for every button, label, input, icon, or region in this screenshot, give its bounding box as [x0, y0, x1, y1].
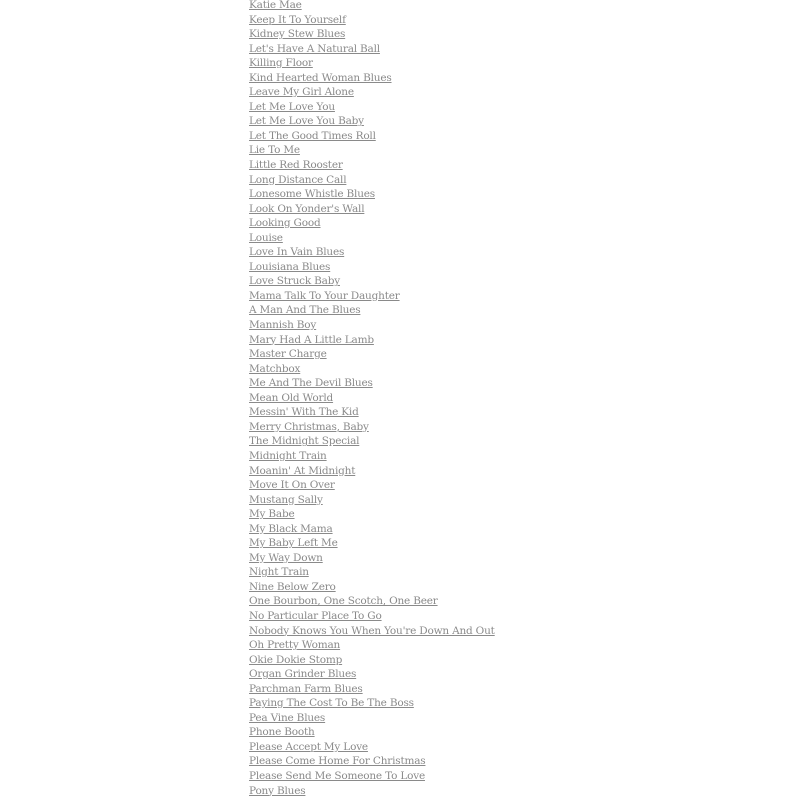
list-item	[249, 608, 495, 623]
list-item	[249, 695, 495, 710]
list-item	[249, 637, 495, 652]
list-item	[249, 477, 495, 492]
list-item	[249, 332, 495, 347]
song-link[interactable]: Lie To Me	[249, 144, 300, 157]
song-link[interactable]: Let Me Love You	[249, 100, 335, 113]
list-item	[249, 215, 495, 230]
song-link[interactable]: Katie Mae	[249, 0, 302, 11]
list-item	[249, 768, 495, 783]
song-link[interactable]: Matchbox	[249, 362, 301, 375]
list-item	[249, 84, 495, 99]
song-link[interactable]: Night Train	[249, 566, 309, 579]
list-item	[249, 433, 495, 448]
song-link[interactable]: Pony Blues	[249, 784, 306, 797]
song-link[interactable]: Louise	[249, 231, 283, 244]
song-link[interactable]: My Way Down	[249, 551, 323, 564]
list-item	[249, 710, 495, 725]
song-link[interactable]: My Black Mama	[249, 522, 333, 535]
song-link[interactable]: Mannish Boy	[249, 319, 317, 332]
song-link[interactable]: Kind Hearted Woman Blues	[249, 71, 392, 84]
song-link[interactable]: Love Struck Baby	[249, 275, 340, 288]
song-link[interactable]: Mean Old World	[249, 391, 334, 404]
list-item	[249, 506, 495, 521]
song-link[interactable]: Killing Floor	[249, 57, 313, 70]
list-item	[249, 230, 495, 245]
song-link[interactable]: Looking Good	[249, 217, 321, 230]
song-link[interactable]: Love In Vain Blues	[249, 246, 345, 259]
list-item	[249, 666, 495, 681]
song-link[interactable]: Okie Dokie Stomp	[249, 653, 343, 666]
list-item	[249, 113, 495, 128]
song-link[interactable]: No Particular Place To Go	[249, 609, 382, 622]
song-link[interactable]: Mary Had A Little Lamb	[249, 333, 374, 346]
list-item	[249, 419, 495, 434]
song-link[interactable]: Leave My Girl Alone	[249, 86, 354, 99]
song-link[interactable]: Please Come Home For Christmas	[249, 755, 426, 768]
song-link[interactable]: Paying The Cost To Be The Boss	[249, 697, 414, 710]
song-link[interactable]: Merry Christmas, Baby	[249, 420, 369, 433]
song-link[interactable]: Long Distance Call	[249, 173, 347, 186]
song-link[interactable]: Phone Booth	[249, 726, 315, 739]
list-item	[249, 128, 495, 143]
song-link[interactable]: Look On Yonder's Wall	[249, 202, 365, 215]
list-item	[249, 623, 495, 638]
list-item	[249, 186, 495, 201]
song-link[interactable]: Organ Grinder Blues	[249, 668, 357, 681]
song-link[interactable]: Let The Good Times Roll	[249, 129, 376, 142]
song-link[interactable]: Let Me Love You Baby	[249, 115, 364, 128]
list-item	[249, 681, 495, 696]
list-item	[249, 375, 495, 390]
list-item	[249, 492, 495, 507]
song-link[interactable]: My Baby Left Me	[249, 537, 338, 550]
list-item	[249, 463, 495, 478]
song-link[interactable]: Keep It To Yourself	[249, 13, 346, 26]
song-link[interactable]: Mama Talk To Your Daughter	[249, 289, 400, 302]
list-item	[249, 783, 495, 798]
list-item	[249, 244, 495, 259]
list-item	[249, 550, 495, 565]
song-link[interactable]: Kidney Stew Blues	[249, 28, 346, 41]
song-link[interactable]: Messin' With The Kid	[249, 406, 359, 419]
song-link[interactable]: Midnight Train	[249, 449, 327, 462]
song-link[interactable]: Me And The Devil Blues	[249, 377, 373, 390]
song-link[interactable]: A Man And The Blues	[249, 304, 361, 317]
list-item	[249, 142, 495, 157]
list-item	[249, 259, 495, 274]
list-item	[249, 753, 495, 768]
list-item	[249, 724, 495, 739]
song-link[interactable]: My Babe	[249, 508, 295, 521]
list-item	[249, 26, 495, 41]
list-item	[249, 99, 495, 114]
song-link[interactable]: Lonesome Whistle Blues	[249, 188, 375, 201]
list-item	[249, 390, 495, 405]
list-item	[249, 739, 495, 754]
list-item	[249, 0, 495, 12]
song-link[interactable]: Louisiana Blues	[249, 260, 331, 273]
song-link[interactable]: Little Red Rooster	[249, 159, 343, 172]
song-link[interactable]: Nobody Knows You When You're Down And Out	[249, 624, 495, 637]
list-item	[249, 157, 495, 172]
song-link[interactable]: Please Accept My Love	[249, 740, 368, 753]
list-item	[249, 317, 495, 332]
song-link[interactable]: Parchman Farm Blues	[249, 682, 363, 695]
list-item	[249, 652, 495, 667]
song-link[interactable]: Move It On Over	[249, 479, 335, 492]
list-item	[249, 593, 495, 608]
song-link[interactable]: Let's Have A Natural Ball	[249, 42, 380, 55]
list-item	[249, 579, 495, 594]
list-item	[249, 201, 495, 216]
song-link[interactable]: The Midnight Special	[249, 435, 360, 448]
song-link[interactable]: Master Charge	[249, 348, 327, 361]
list-item	[249, 273, 495, 288]
song-link[interactable]: Pea Vine Blues	[249, 711, 326, 724]
list-item	[249, 521, 495, 536]
song-link[interactable]: Oh Pretty Woman	[249, 639, 341, 652]
list-item	[249, 288, 495, 303]
list-item	[249, 302, 495, 317]
list-item	[249, 404, 495, 419]
list-item	[249, 448, 495, 463]
song-link[interactable]: Please Send Me Someone To Love	[249, 769, 425, 782]
list-item	[249, 361, 495, 376]
song-list	[249, 0, 495, 797]
song-link[interactable]: One Bourbon, One Scotch, One Beer	[249, 595, 438, 608]
song-link[interactable]: Nine Below Zero	[249, 580, 336, 593]
list-item	[249, 41, 495, 56]
list-item	[249, 70, 495, 85]
list-item	[249, 12, 495, 27]
list-item	[249, 55, 495, 70]
song-link[interactable]: Mustang Sally	[249, 493, 323, 506]
list-item	[249, 564, 495, 579]
song-link[interactable]: Moanin' At Midnight	[249, 464, 356, 477]
list-item	[249, 535, 495, 550]
list-item	[249, 172, 495, 187]
list-item	[249, 346, 495, 361]
